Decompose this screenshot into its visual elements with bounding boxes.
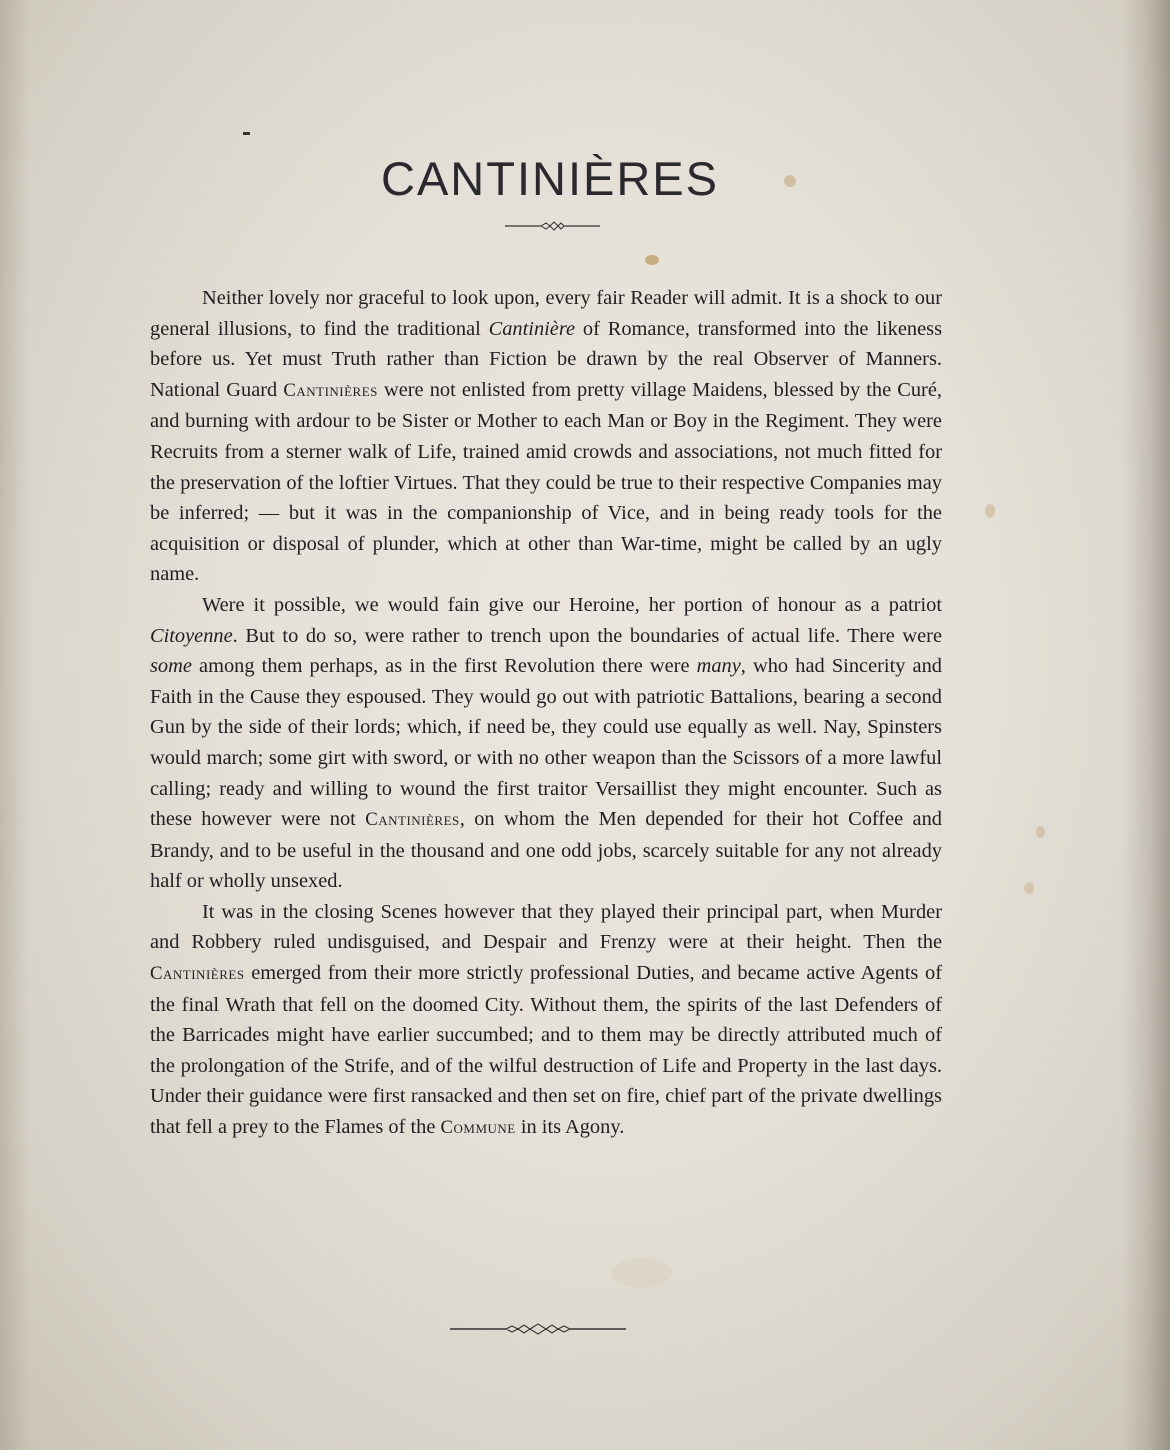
title-ornament: [505, 219, 600, 233]
foxing-stain: [1024, 882, 1034, 894]
small-caps-text: Cantinières: [283, 379, 378, 401]
paragraph: [150, 283, 942, 590]
text-run: in its Agony.: [515, 1116, 625, 1139]
end-ornament: [450, 1322, 626, 1336]
text-run: Were it possible, we would fain give our Heroine, her portion of honour as a patriot: [202, 593, 942, 616]
foxing-stain: [612, 1258, 672, 1288]
foxing-stain: [1036, 826, 1045, 838]
text-run: . But to do so, were rather to trench upon the boundaries of actual life. There were: [232, 624, 942, 647]
text-run: of Romance, transformed into the likeness before us. Yet must Truth rather than Fiction be drawn by the real Observer of Manners. National Guard: [150, 317, 943, 401]
small-caps-text: Cantinières: [365, 809, 460, 831]
foxing-stain: [985, 504, 995, 518]
small-caps-text: Cantinières: [150, 963, 245, 985]
text-run: among them perhaps, as in the first Revolution there were: [191, 655, 697, 678]
paragraph: [150, 590, 942, 897]
small-caps-text: Commune: [440, 1117, 516, 1139]
italic-text: Cantinière: [488, 317, 576, 340]
italic-text: many: [696, 655, 741, 678]
page-left-shadow: [0, 0, 30, 1450]
text-run: , on whom the Men depended for their hot Coffee and Brandy, and to be useful in the thousand and one odd jobs, scarcely suitable for any not already half or wholly unsexed.: [150, 808, 942, 893]
ink-mark: [243, 132, 250, 135]
italic-text: Citoyenne: [150, 624, 233, 647]
text-run: It was in the closing Scenes however that they played their principal part, when Murder and Robbery ruled undisguised, and Despair and Frenzy were at their height. Then the: [150, 900, 942, 954]
text-run: emerged from their more strictly professional Duties, and became active Agents of the final Wrath that fell on the doomed City. Without them, the spirits of the last Defenders of the Barricades might have earlier succumbed; and to them may be directly attributed much of the prolongation of the Strife, and of the wilful destruction of Life and Property in the last days. Under their guidance were first ransacked and then set on fire, chief part of the private dwellings that fell a prey to the Flames of the: [150, 962, 942, 1139]
italic-text: some: [150, 655, 192, 678]
foxing-stain: [645, 255, 659, 265]
text-run: Neither lovely nor graceful to look upon, every fair Reader will admit. It is a shock to our general illusions, to find the traditional: [150, 287, 942, 340]
page-binding-shadow: [1122, 0, 1170, 1450]
text-run: , who had Sincerity and Faith in the Cause they espoused. They would go out with patriotic Battalions, bearing a second Gun by the side of their lords; which, if need be, they could use equally as well. Nay, Spinsters would march; some girt with sword, or with no other weapon than the Scissors of a more lawful calling; ready and willing to wound the first traitor Versaillist they might encounter. Such as these however were not: [150, 655, 942, 831]
paragraph: [150, 897, 942, 1144]
body-text: [150, 283, 942, 1144]
page-title: CANTINIÈRES: [381, 152, 719, 206]
text-run: were not enlisted from pretty village Maidens, blessed by the Curé, and burning with ardour to be Sister or Mother to each Man or Boy in the Regiment. They were Recruits from a sterner walk of Life, trained amid crowds and associations, not much fitted for the preservation of the loftier Virtues. That they could be true to their respective Companies may be inferred; — but it was in the companionship of Vice, and in being ready tools for the acquisition or disposal of plunder, which at other than War-time, might be called by an ugly name.: [150, 378, 942, 586]
